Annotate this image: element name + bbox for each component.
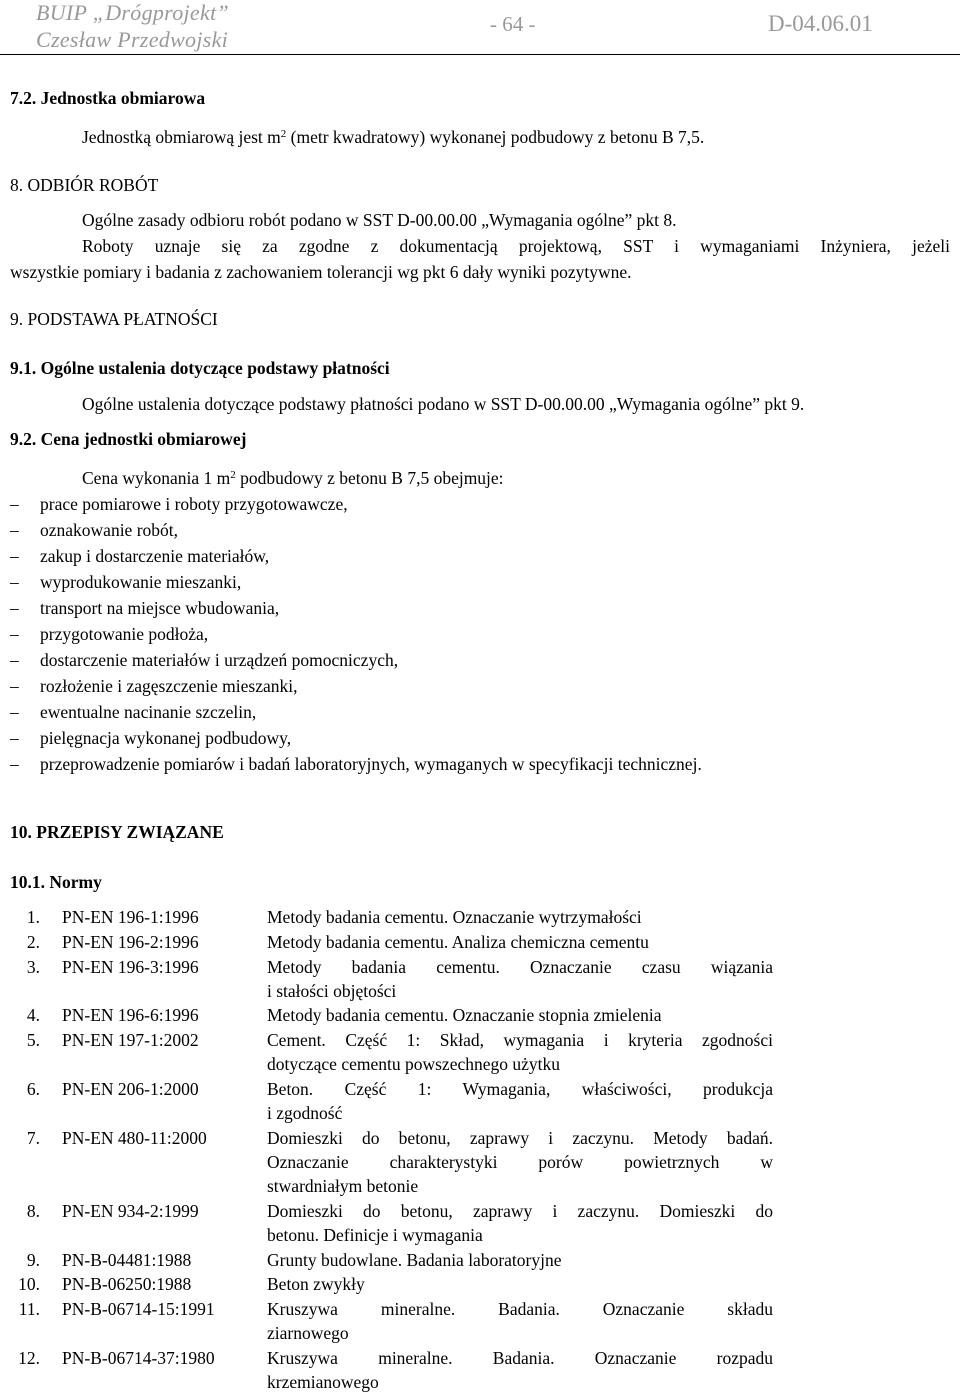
- norm-code: PN-B-04481:1988: [62, 1250, 192, 1270]
- list-item: – zakup i dostarczenie materiałów,: [10, 546, 270, 566]
- list-item: – rozłożenie i zagęszczenie mieszanki,: [10, 676, 298, 696]
- norm-code: PN-EN 480-11:2000: [62, 1128, 207, 1148]
- section-7-2-heading: 7.2. Jednostka obmiarowa: [10, 88, 206, 108]
- section-8-heading: 8. ODBIÓR ROBÓT: [10, 175, 159, 195]
- section-8-line-3: wszystkie pomiary i badania z zachowaniem tolerancji wg pkt 6 dały wyniki pozytywne.: [10, 262, 632, 282]
- norm-title: Metody badania cementu. Oznaczanie wytrzymałości: [267, 907, 642, 927]
- norm-number: 6.: [26, 1079, 40, 1099]
- norm-number: 12.: [18, 1348, 40, 1368]
- norm-code: PN-B-06250:1988: [62, 1274, 192, 1294]
- list-item: – pielęgnacja wykonanej podbudowy,: [10, 728, 292, 748]
- section-8-line-1: Ogólne zasady odbioru robót podano w SST D-00.00.00 „Wymagania ogólne” pkt 8.: [82, 210, 677, 230]
- norm-number: 5.: [26, 1030, 40, 1050]
- norm-code: PN-B-06714-15:1991: [62, 1299, 215, 1319]
- norm-code: PN-EN 196-3:1996: [62, 957, 199, 977]
- section-10-1-heading: 10.1. Normy: [10, 872, 102, 892]
- norm-code: PN-B-06714-37:1980: [62, 1348, 215, 1368]
- list-item: – wyprodukowanie mieszanki,: [10, 572, 242, 592]
- norm-number: 1.: [26, 907, 40, 927]
- list-item: – przeprowadzenie pomiarów i badań laboratoryjnych, wymaganych w specyfikacji technicznej.: [10, 754, 702, 774]
- norm-code: PN-EN 934-2:1999: [62, 1201, 199, 1221]
- norm-title: Beton zwykły: [267, 1274, 365, 1294]
- norm-number: 11.: [18, 1299, 40, 1319]
- section-9-heading: 9. PODSTAWA PŁATNOŚCI: [10, 309, 218, 329]
- cost-items-list: [10, 491, 870, 777]
- list-item: – przygotowanie podłoża,: [10, 624, 209, 644]
- norm-title: Metody badania cementu. Oznaczanie czasu wiązania i stałości objętości: [267, 957, 773, 1001]
- norm-number: 2.: [26, 932, 40, 952]
- norm-code: PN-EN 196-2:1996: [62, 932, 199, 952]
- norm-title: Kruszywa mineralne. Badania. Oznaczanie składu ziarnowego: [267, 1299, 773, 1343]
- header-divider: [0, 54, 960, 55]
- norm-number: 10.: [18, 1274, 40, 1294]
- norm-title: Metody badania cementu. Oznaczanie stopnia zmielenia: [267, 1005, 662, 1025]
- norm-code: PN-EN 196-6:1996: [62, 1005, 199, 1025]
- section-9-1-text: Ogólne ustalenia dotyczące podstawy płatności podano w SST D-00.00.00 „Wymagania ogólne” pkt 9.: [82, 394, 805, 414]
- norm-title: Grunty budowlane. Badania laboratoryjne: [267, 1250, 562, 1270]
- section-9-1-heading: 9.1. Ogólne ustalenia dotyczące podstawy płatności: [10, 358, 390, 378]
- norm-number: 8.: [26, 1201, 40, 1221]
- norm-title: Metody badania cementu. Analiza chemiczna cementu: [267, 932, 649, 952]
- header-company: BUIP „Drógprojekt”: [36, 0, 230, 25]
- section-10-heading: 10. PRZEPISY ZWIĄZANE: [10, 822, 224, 842]
- norm-number: 9.: [26, 1250, 40, 1270]
- norm-title: Cement. Część 1: Skład, wymagania i kryteria zgodności dotyczące cementu powszechnego użytku: [267, 1030, 773, 1074]
- norm-code: PN-EN 197-1:2002: [62, 1030, 199, 1050]
- norm-title: Domieszki do betonu, zaprawy i zaczynu. Domieszki do betonu. Definicje i wymagania: [267, 1201, 773, 1245]
- list-item: – dostarczenie materiałów i urządzeń pomocniczych,: [10, 650, 399, 670]
- header-author: Czesław Przedwojski: [36, 27, 229, 52]
- norm-number: 4.: [26, 1005, 40, 1025]
- norm-title: Domieszki do betonu, zaprawy i zaczynu. Metody badań. Oznaczanie charakterystyki porów powietrznych w stwardniałym betonie: [267, 1128, 773, 1196]
- norm-title: Beton. Część 1: Wymagania, właściwości, produkcja i zgodność: [267, 1079, 773, 1123]
- section-8-line-2: Roboty uznaje się za zgodne z dokumentacją projektową, SST i wymaganiami Inżyniera, jeżeli: [82, 236, 950, 256]
- list-item: – ewentualne nacinanie szczelin,: [10, 702, 257, 722]
- page-header: [0, 0, 960, 54]
- norm-code: PN-EN 196-1:1996: [62, 907, 199, 927]
- norm-title: Kruszywa mineralne. Badania. Oznaczanie rozpadu krzemianowego: [267, 1348, 773, 1392]
- section-9-2-intro: Cena wykonania 1 $m^2$ podbudowy z betonu B 7,5 obejmuje:: [82, 468, 504, 488]
- section-9-2-heading: 9.2. Cena jednostki obmiarowej: [10, 429, 247, 449]
- header-document-code: D-04.06.01: [768, 11, 873, 36]
- norm-number: 7.: [26, 1128, 40, 1148]
- list-item: – prace pomiarowe i roboty przygotowawcze,: [10, 494, 348, 514]
- header-page-number: - 64 -: [490, 12, 536, 36]
- list-item: – transport na miejsce wbudowania,: [10, 598, 280, 618]
- list-item: – oznakowanie robót,: [10, 520, 179, 540]
- norm-number: 3.: [26, 957, 40, 977]
- section-7-2-text: Jednostką obmiarową jest $m^2$ (metr kwadratowy) wykonanej podbudowy z betonu B 7,5.: [82, 127, 705, 147]
- norm-code: PN-EN 206-1:2000: [62, 1079, 199, 1099]
